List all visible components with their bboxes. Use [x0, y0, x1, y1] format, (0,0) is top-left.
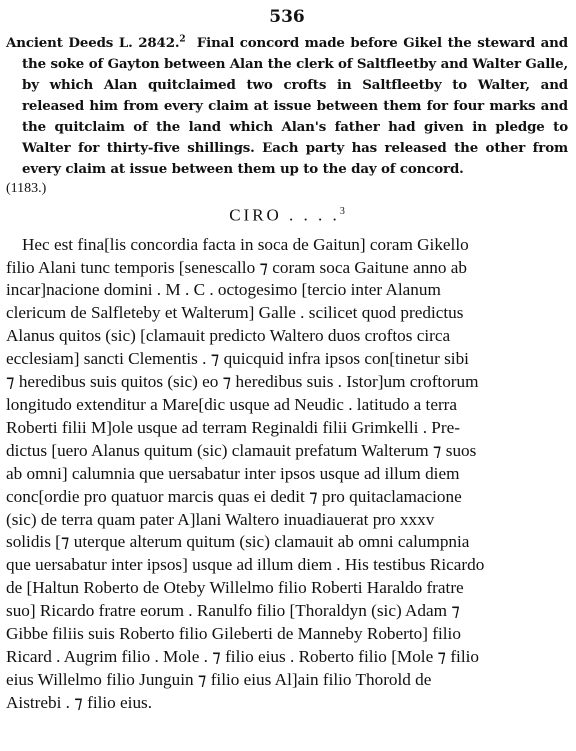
charter-line: suo] Ricardo fratre eorum . Ranulfo filio [Thoraldyn (sic) Adam ⁊ [6, 601, 460, 621]
charter-line: Gibbe filiis suis Roberto filio Gileberti de Manneby Roberto] filio [6, 624, 461, 644]
charter-line: filio Alani tunc temporis [senescallo ⁊ coram soca Gaitune anno ab [6, 257, 468, 277]
footnote-mark: 2 [179, 34, 186, 45]
charter-line: Alanus quitos (sic) [clamauit predicto Waltero duos croftos circa [6, 326, 451, 346]
charter-line: ab omni] calumnia que uersabatur inter ipsos usque ad illum diem [6, 463, 460, 483]
charter-line: Aistrebi . ⁊ filio eius. [6, 692, 153, 712]
charter-line: clericum de Salfleteby et Walterum] Galle . scilicet quod predictus [6, 303, 464, 323]
deed-date: (1183.) [6, 181, 47, 196]
charter-line: solidis [⁊ uterque alterum quitum (sic) clamauit ab omni calumpnia [6, 532, 470, 552]
deed-abstract [6, 33, 568, 180]
charter-line: conc[ordie pro quatuor marcis quas ei dedit ⁊ pro quitaclamacione [6, 486, 462, 506]
charter-line: incar]nacione domini . M . C . octogesimo [tercio inter Alanum [6, 280, 441, 300]
charter-line: eius Willelmo filio Junguin ⁊ filio eius Al]ain filio Thorold de [6, 669, 432, 689]
section-heading [6, 200, 568, 228]
charter-line: Roberti filii M]ole usque ad terram Reginaldi filii Grimkelli . Pre- [6, 417, 460, 437]
charter-line: que uersabatur inter ipsos] usque ad illum diem . His testibus Ricardo [6, 555, 485, 575]
deed-reference: Ancient Deeds L. 2842. [6, 35, 180, 51]
charter-line: dictus [uero Alanus quitum (sic) clamauit prefatum Walterum ⁊ suos [6, 440, 477, 460]
page-number: 536 [269, 7, 305, 27]
heading-footnote-mark: 3 [339, 206, 345, 217]
charter-line: ecclesiam] sancti Clementis . ⁊ quicquid infra ipsos con[tinetur sibi [6, 349, 469, 369]
charter-line: Hec est fina[lis concordia facta in soca de Gaitun] coram Gikello [22, 234, 469, 254]
heading-title: CIRO . . . . [229, 205, 340, 225]
charter-line: de [Haltun Roberto de Oteby Willelmo filio Roberti Haraldo fratre [6, 578, 464, 598]
charter-line: longitudo extenditur a Mare[dic usque ad Neudic . latitudo a terra [6, 395, 458, 414]
abstract-text: Final concord made before Gikel the steward and the soke of Gayton between Alan the clerk of Saltfleetby and Walter Galle, by which Alan quitclaimed two crofts in Saltfleetby to Walter, and released him from every claim at issue between them for four marks and the quitclaim of the land which Alan's father had given in pledge to Walter for thirty-five shillings. Each party has released the other from every claim at issue between them up to the day of concord. [22, 35, 568, 177]
charter-line: Ricard . Augrim filio . Mole . ⁊ filio eius . Roberto filio [Mole ⁊ filio [6, 646, 479, 666]
charter-line: ⁊ heredibus suis quitos (sic) eo ⁊ heredibus suis . Istor]um croftorum [6, 372, 479, 392]
charter-line: (sic) de terra quam pater A]lani Waltero inuadiauerat pro xxxv [6, 509, 435, 529]
charter-text [6, 234, 568, 715]
